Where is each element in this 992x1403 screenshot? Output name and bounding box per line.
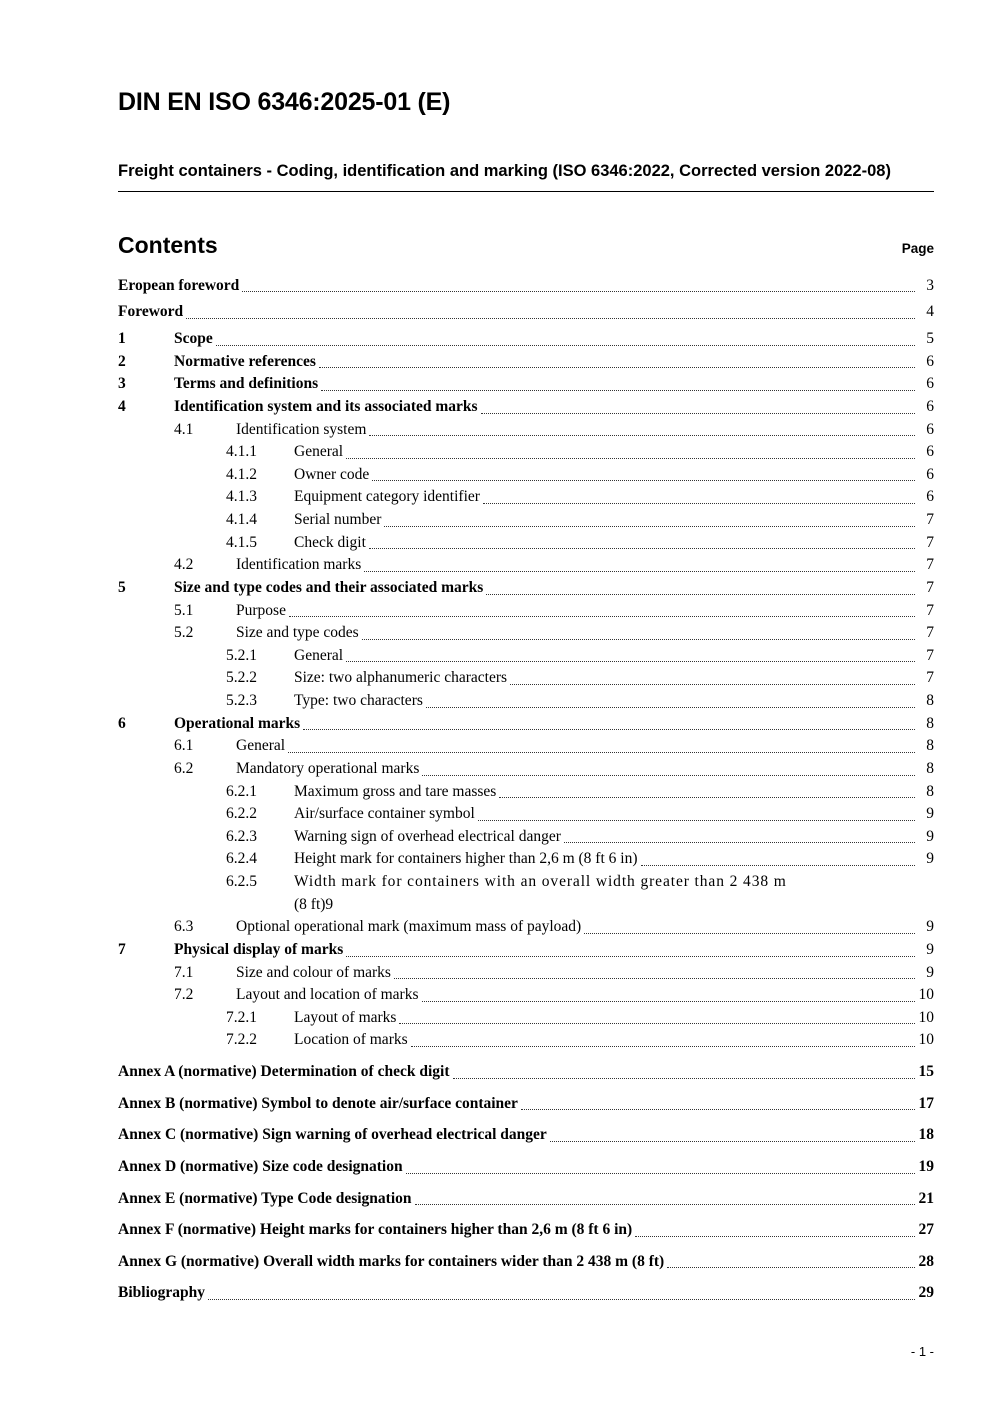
toc-leader [384,526,915,527]
toc-label: Mandatory operational marks [236,759,420,777]
toc-label: Size and type codes and their associated marks [174,578,484,596]
toc-page: 7 [926,556,934,574]
toc-label: Annex F (normative) Height marks for containers higher than 2,6 m (8 ft 6 in) [118,1221,633,1239]
toc-page: 7 [926,669,934,687]
toc-page: 3 [926,276,934,294]
toc-number: 6.1 [174,737,194,755]
toc-number: 4.1.1 [226,443,257,461]
toc-label: Identification system and its associated marks [174,397,478,415]
toc-page: 6 [926,352,934,370]
toc-label: Check digit [294,533,366,551]
toc-label: Maximum gross and tare masses [294,782,497,800]
toc-label: Foreword [118,303,184,321]
toc-number: 7.2 [174,986,194,1004]
toc-leader [186,318,915,319]
toc-page: 9 [926,827,934,845]
table-of-contents [118,275,934,1305]
toc-label: Operational marks [174,714,301,732]
toc-entry-terms-and-definitions[interactable] [118,373,934,396]
toc-label: Eropean foreword [118,276,240,294]
toc-leader [422,775,915,776]
toc-label-continued: (8 ft) [294,895,326,913]
toc-leader [288,752,915,753]
toc-entry-4-1-1[interactable] [118,441,934,464]
toc-page: 17 [918,1094,934,1112]
toc-label: Annex G (normative) Overall width marks for containers wider than 2 438 m (8 ft) [118,1252,665,1270]
toc-entry-4-1-5[interactable] [118,532,934,555]
toc-leader [564,842,915,843]
toc-label: Annex C (normative) Sign warning of overhead electrical danger [118,1126,547,1144]
toc-number: 7.2.2 [226,1031,257,1049]
toc-leader [321,390,915,391]
toc-entry-bibliography[interactable] [118,1282,934,1305]
toc-leader [499,797,915,798]
toc-leader [411,1046,915,1047]
toc-page: 10 [918,1008,934,1026]
toc-page: 21 [918,1189,934,1207]
toc-leader [399,1023,915,1024]
toc-page: 27 [918,1221,934,1239]
toc-number: 6.2.4 [226,850,257,868]
toc-label: Layout of marks [294,1008,397,1026]
toc-entry-6-2[interactable] [118,758,934,781]
toc-page: 7 [926,646,934,664]
toc-page: 5 [926,330,934,348]
toc-label: General [294,646,344,664]
toc-label: Annex A (normative) Determination of check digit [118,1063,450,1081]
toc-label: Air/surface container symbol [294,805,475,823]
toc-page: 19 [918,1157,934,1175]
toc-page: 6 [926,465,934,483]
toc-leader [369,435,915,436]
toc-leader [483,503,915,504]
toc-number: 2 [118,352,126,370]
toc-label: Width mark for containers with an overall width greater than 2 438 m [294,873,787,891]
toc-entry-physical-display-of-marks[interactable] [118,939,934,962]
toc-label: Annex D (normative) Size code designation [118,1157,403,1175]
toc-label: Physical display of marks [174,940,344,958]
toc-number: 6.2 [174,759,194,777]
toc-entry-6-2-5[interactable] [118,871,934,894]
toc-label: Bibliography [118,1284,205,1302]
toc-number: 7.1 [174,963,194,981]
toc-leader [481,413,915,414]
toc-number: 4.1.2 [226,465,257,483]
toc-page: 28 [918,1252,934,1270]
toc-entry-5-2[interactable] [118,622,934,645]
toc-label: Serial number [294,511,382,529]
toc-entry-7-2-1[interactable] [118,1007,934,1030]
toc-entry-annex-a[interactable] [118,1061,934,1084]
toc-entry-6-2-1[interactable] [118,781,934,804]
toc-label: Equipment category identifier [294,488,480,506]
toc-leader [242,291,915,292]
toc-entry-5-2-2[interactable] [118,667,934,690]
toc-entry-6-1[interactable] [118,735,934,758]
toc-page: 8 [926,759,934,777]
toc-leader [641,865,916,866]
toc-entry-identification-system[interactable] [118,396,934,419]
toc-label: General [294,443,344,461]
toc-page: 18 [918,1126,934,1144]
toc-leader [635,1236,915,1237]
document-number: DIN EN ISO 6346:2025-01 (E) [118,88,451,116]
toc-page: 9 [325,895,334,913]
toc-entry-6-2-5-continuation[interactable] [118,894,934,917]
toc-leader [319,367,915,368]
toc-page: 6 [926,488,934,506]
toc-entry-normative-references[interactable] [118,351,934,374]
toc-number: 6.2.5 [226,873,257,891]
toc-leader [362,639,915,640]
toc-leader [394,978,915,979]
toc-leader [346,956,915,957]
toc-entry-4-1[interactable] [118,419,934,442]
toc-label: Annex B (normative) Symbol to denote air/surface container [118,1094,518,1112]
toc-leader [667,1267,915,1268]
toc-leader [208,1299,915,1300]
toc-label: General [236,737,286,755]
toc-leader [369,548,915,549]
toc-entry-7-2[interactable] [118,984,934,1007]
page-column-label: Page [901,240,934,256]
toc-number: 5 [118,578,126,596]
toc-page: 6 [926,397,934,415]
toc-page: 9 [926,963,934,981]
toc-entry-annex-e[interactable] [118,1188,934,1211]
document-title: Freight containers - Coding, identification and marking (ISO 6346:2022, Corrected version 2022-08) [118,161,934,192]
toc-label: Size and colour of marks [236,963,391,981]
toc-entry-operational-marks[interactable] [118,713,934,736]
toc-leader [550,1141,915,1142]
toc-entry-scope[interactable] [118,328,934,351]
toc-leader [406,1173,915,1174]
toc-page: 7 [926,533,934,551]
toc-leader [415,1204,915,1205]
toc-number: 6.2.3 [226,827,257,845]
toc-entry-6-2-3[interactable] [118,826,934,849]
page-content [118,88,934,1305]
toc-label: Location of marks [294,1031,408,1049]
toc-leader [289,616,915,617]
toc-entry-4-1-2[interactable] [118,464,934,487]
contents-header [118,232,934,259]
toc-page: 8 [926,714,934,732]
toc-entry-6-2-4[interactable] [118,848,934,871]
toc-leader [346,661,915,662]
toc-entry-4-1-3[interactable] [118,486,934,509]
toc-number: 5.2.3 [226,692,257,710]
toc-label: Size: two alphanumeric characters [294,669,508,687]
toc-page: 8 [926,692,934,710]
toc-label: Owner code [294,465,370,483]
toc-number: 4.1 [174,420,194,438]
toc-label: Annex E (normative) Type Code designation [118,1189,412,1207]
toc-leader [453,1078,916,1079]
toc-number: 5.2.1 [226,646,257,664]
toc-page: 4 [926,303,934,321]
toc-entry-5-1[interactable] [118,600,934,623]
toc-label: Type: two characters [294,692,423,710]
toc-leader [510,684,915,685]
toc-label: Layout and location of marks [236,986,419,1004]
toc-number: 5.2 [174,624,194,642]
toc-number: 7.2.1 [226,1008,257,1026]
toc-page: 6 [926,443,934,461]
toc-label: Normative references [174,352,316,370]
toc-leader [364,571,915,572]
toc-label: Scope [174,330,213,348]
toc-entry-annex-d[interactable] [118,1156,934,1179]
toc-label: Identification system [236,420,367,438]
toc-leader [346,458,915,459]
toc-number: 4.2 [174,556,194,574]
toc-label: Warning sign of overhead electrical danger [294,827,561,845]
toc-leader [426,707,915,708]
toc-leader [521,1109,915,1110]
toc-leader [486,594,915,595]
toc-page: 8 [926,782,934,800]
toc-number: 4.1.3 [226,488,257,506]
toc-label: Optional operational mark (maximum mass of payload) [236,918,582,936]
toc-leader [584,933,915,934]
toc-number: 6.2.1 [226,782,257,800]
toc-page: 9 [926,850,934,868]
toc-page: 10 [918,1031,934,1049]
toc-entry-4-2[interactable] [118,554,934,577]
toc-number: 5.2.2 [226,669,257,687]
toc-number: 6.3 [174,918,194,936]
toc-label: Purpose [236,601,286,619]
toc-entry-6-2-2[interactable] [118,803,934,826]
toc-number: 6 [118,714,126,732]
toc-entry-annex-c[interactable] [118,1124,934,1147]
toc-entry-4-1-4[interactable] [118,509,934,532]
toc-entry-annex-g[interactable] [118,1251,934,1274]
toc-entry-7-1[interactable] [118,962,934,985]
toc-page: 9 [926,940,934,958]
toc-entry-annex-b[interactable] [118,1093,934,1116]
toc-page: 7 [926,624,934,642]
toc-leader [303,729,915,730]
toc-entry-5-2-1[interactable] [118,645,934,668]
toc-page: 9 [926,918,934,936]
toc-label: Size and type codes [236,624,359,642]
toc-leader [422,1001,915,1002]
toc-entry-annex-f[interactable] [118,1219,934,1242]
toc-page: 15 [918,1063,934,1081]
toc-page: 6 [926,375,934,393]
toc-page: 9 [926,805,934,823]
toc-number: 4 [118,397,126,415]
toc-number: 4.1.5 [226,533,257,551]
toc-number: 1 [118,330,126,348]
toc-page: 8 [926,737,934,755]
toc-entry-foreword[interactable] [118,301,934,324]
contents-heading: Contents [118,231,218,258]
page-footer: - 1 - [910,1344,934,1359]
toc-label: Height mark for containers higher than 2,6 m (8 ft 6 in) [294,850,638,868]
toc-entry-european-foreword[interactable] [118,275,934,298]
toc-label: Identification marks [236,556,362,574]
toc-number: 7 [118,940,126,958]
toc-number: 4.1.4 [226,511,257,529]
toc-page: 7 [926,578,934,596]
toc-entry-7-2-2[interactable] [118,1029,934,1052]
toc-entry-6-3[interactable] [118,916,934,939]
toc-page: 29 [918,1284,934,1302]
toc-page: 7 [926,601,934,619]
toc-entry-5-2-3[interactable] [118,690,934,713]
toc-number: 5.1 [174,601,194,619]
toc-number: 6.2.2 [226,805,257,823]
toc-page: 10 [918,986,934,1004]
toc-leader [478,820,915,821]
toc-leader [216,345,915,346]
toc-leader [372,480,915,481]
toc-entry-size-and-type-codes[interactable] [118,577,934,600]
toc-page: 7 [926,511,934,529]
toc-label: Terms and definitions [174,375,319,393]
toc-page: 6 [926,420,934,438]
toc-number: 3 [118,375,126,393]
